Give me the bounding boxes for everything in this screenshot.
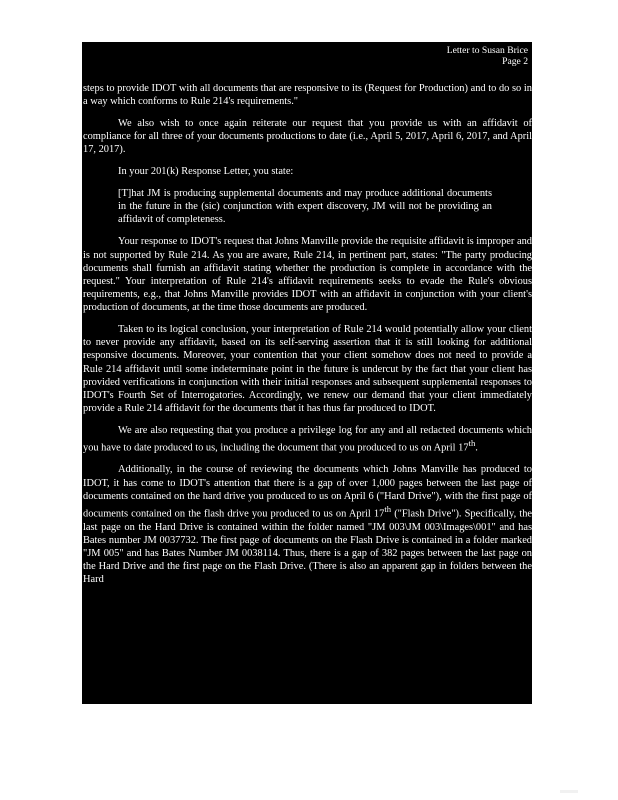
paragraph-6-end: . [475, 442, 478, 454]
header-page-number: Page 2 [502, 56, 528, 67]
paragraph-7 [83, 463, 532, 586]
paragraph-1: steps to provide IDOT with all documents that are responsive to its (Request for Production) and to do so in a way which conforms to Rule 214's requirements." [83, 83, 532, 108]
paragraph-6-superscript: th [468, 438, 476, 449]
paragraph-3: In your 201(k) Response Letter, you state: [118, 166, 294, 178]
block-quote: [T]hat JM is producing supplemental documents and may produce additional documents in the future in the (sic) conjunction with expert discovery, JM will not be providing an affidavit of completeness. [118, 187, 492, 226]
letter-body [83, 82, 532, 595]
paragraph-6 [83, 424, 532, 455]
paragraph-7-text-a: Additionally, in the course of reviewing the documents which Johns Manville has produced to IDOT, it has come to IDOT's attention that there is a gap of over 1,000 pages between the last page of documents contained on the hard drive you produced to us on April 6 ("Hard Drive"), with the first page of documents contained on the flash drive you produced to us on April 17 [83, 464, 532, 520]
paragraph-6-text: We are also requesting that you produce a privilege log for any and all redacted documents which you have to date produced to us, including the document that you produced to us on April 17 [83, 424, 532, 454]
letter-header [447, 45, 528, 67]
scanned-letter-page [82, 42, 532, 704]
header-recipient: Letter to Susan Brice [446, 45, 528, 56]
paragraph-2: We also wish to once again reiterate our request that you provide us with an affidavit of compliance for all three of your documents productions to date (i.e., April 5, 2017, April 6, 2017, and April 17, 2017). [83, 117, 532, 156]
paragraph-7-text-b: ("Flash Drive"). Specifically, the last page on the Hard Drive is contained within the folder named "JM 003\JM 003\Images\001" and has Bates number JM 0037732. The first page of documents on the Flash Drive is contained in a folder marked "JM 005" and has Bates Number JM 0038114. Thus, there is a gap of 382 pages between the last page on the Hard Drive and the first page on the Flash Drive. (There is also an apparent gap in folders between the Hard [83, 508, 532, 586]
scan-artifact [560, 790, 578, 793]
paragraph-4: Your response to IDOT's request that Johns Manville provide the requisite affidavit is improper and is not supported by Rule 214. As you are aware, Rule 214, in pertinent part, states: "The party producing documents shall furnish an affidavit stating whether the production is complete in accordance with the request." Your interpretation of Rule 214's affidavit requirements seeks to evade the Rule's obvious requirements, e.g., that Johns Manville provides IDOT with an affidavit in conjunction with your client's production of documents, at the time those documents are produced. [83, 236, 532, 314]
paragraph-5: Taken to its logical conclusion, your interpretation of Rule 214 would potentially allow your client to never provide any affidavit, based on its self-serving assertion that it is still looking for additional responsive documents. Moreover, your contention that your client somehow does not need to provide a Rule 214 affidavit until some indeterminate point in the future is undercut by the fact that your client has provided verifications in conjunction with their initial responses and subsequent supplemental responses to IDOT's Fourth Set of Interrogatories. Accordingly, we renew our demand that your client immediately provide a Rule 214 affidavit for the documents that it has thus far produced to IDOT. [83, 324, 532, 415]
paragraph-7-superscript: th [384, 503, 392, 514]
